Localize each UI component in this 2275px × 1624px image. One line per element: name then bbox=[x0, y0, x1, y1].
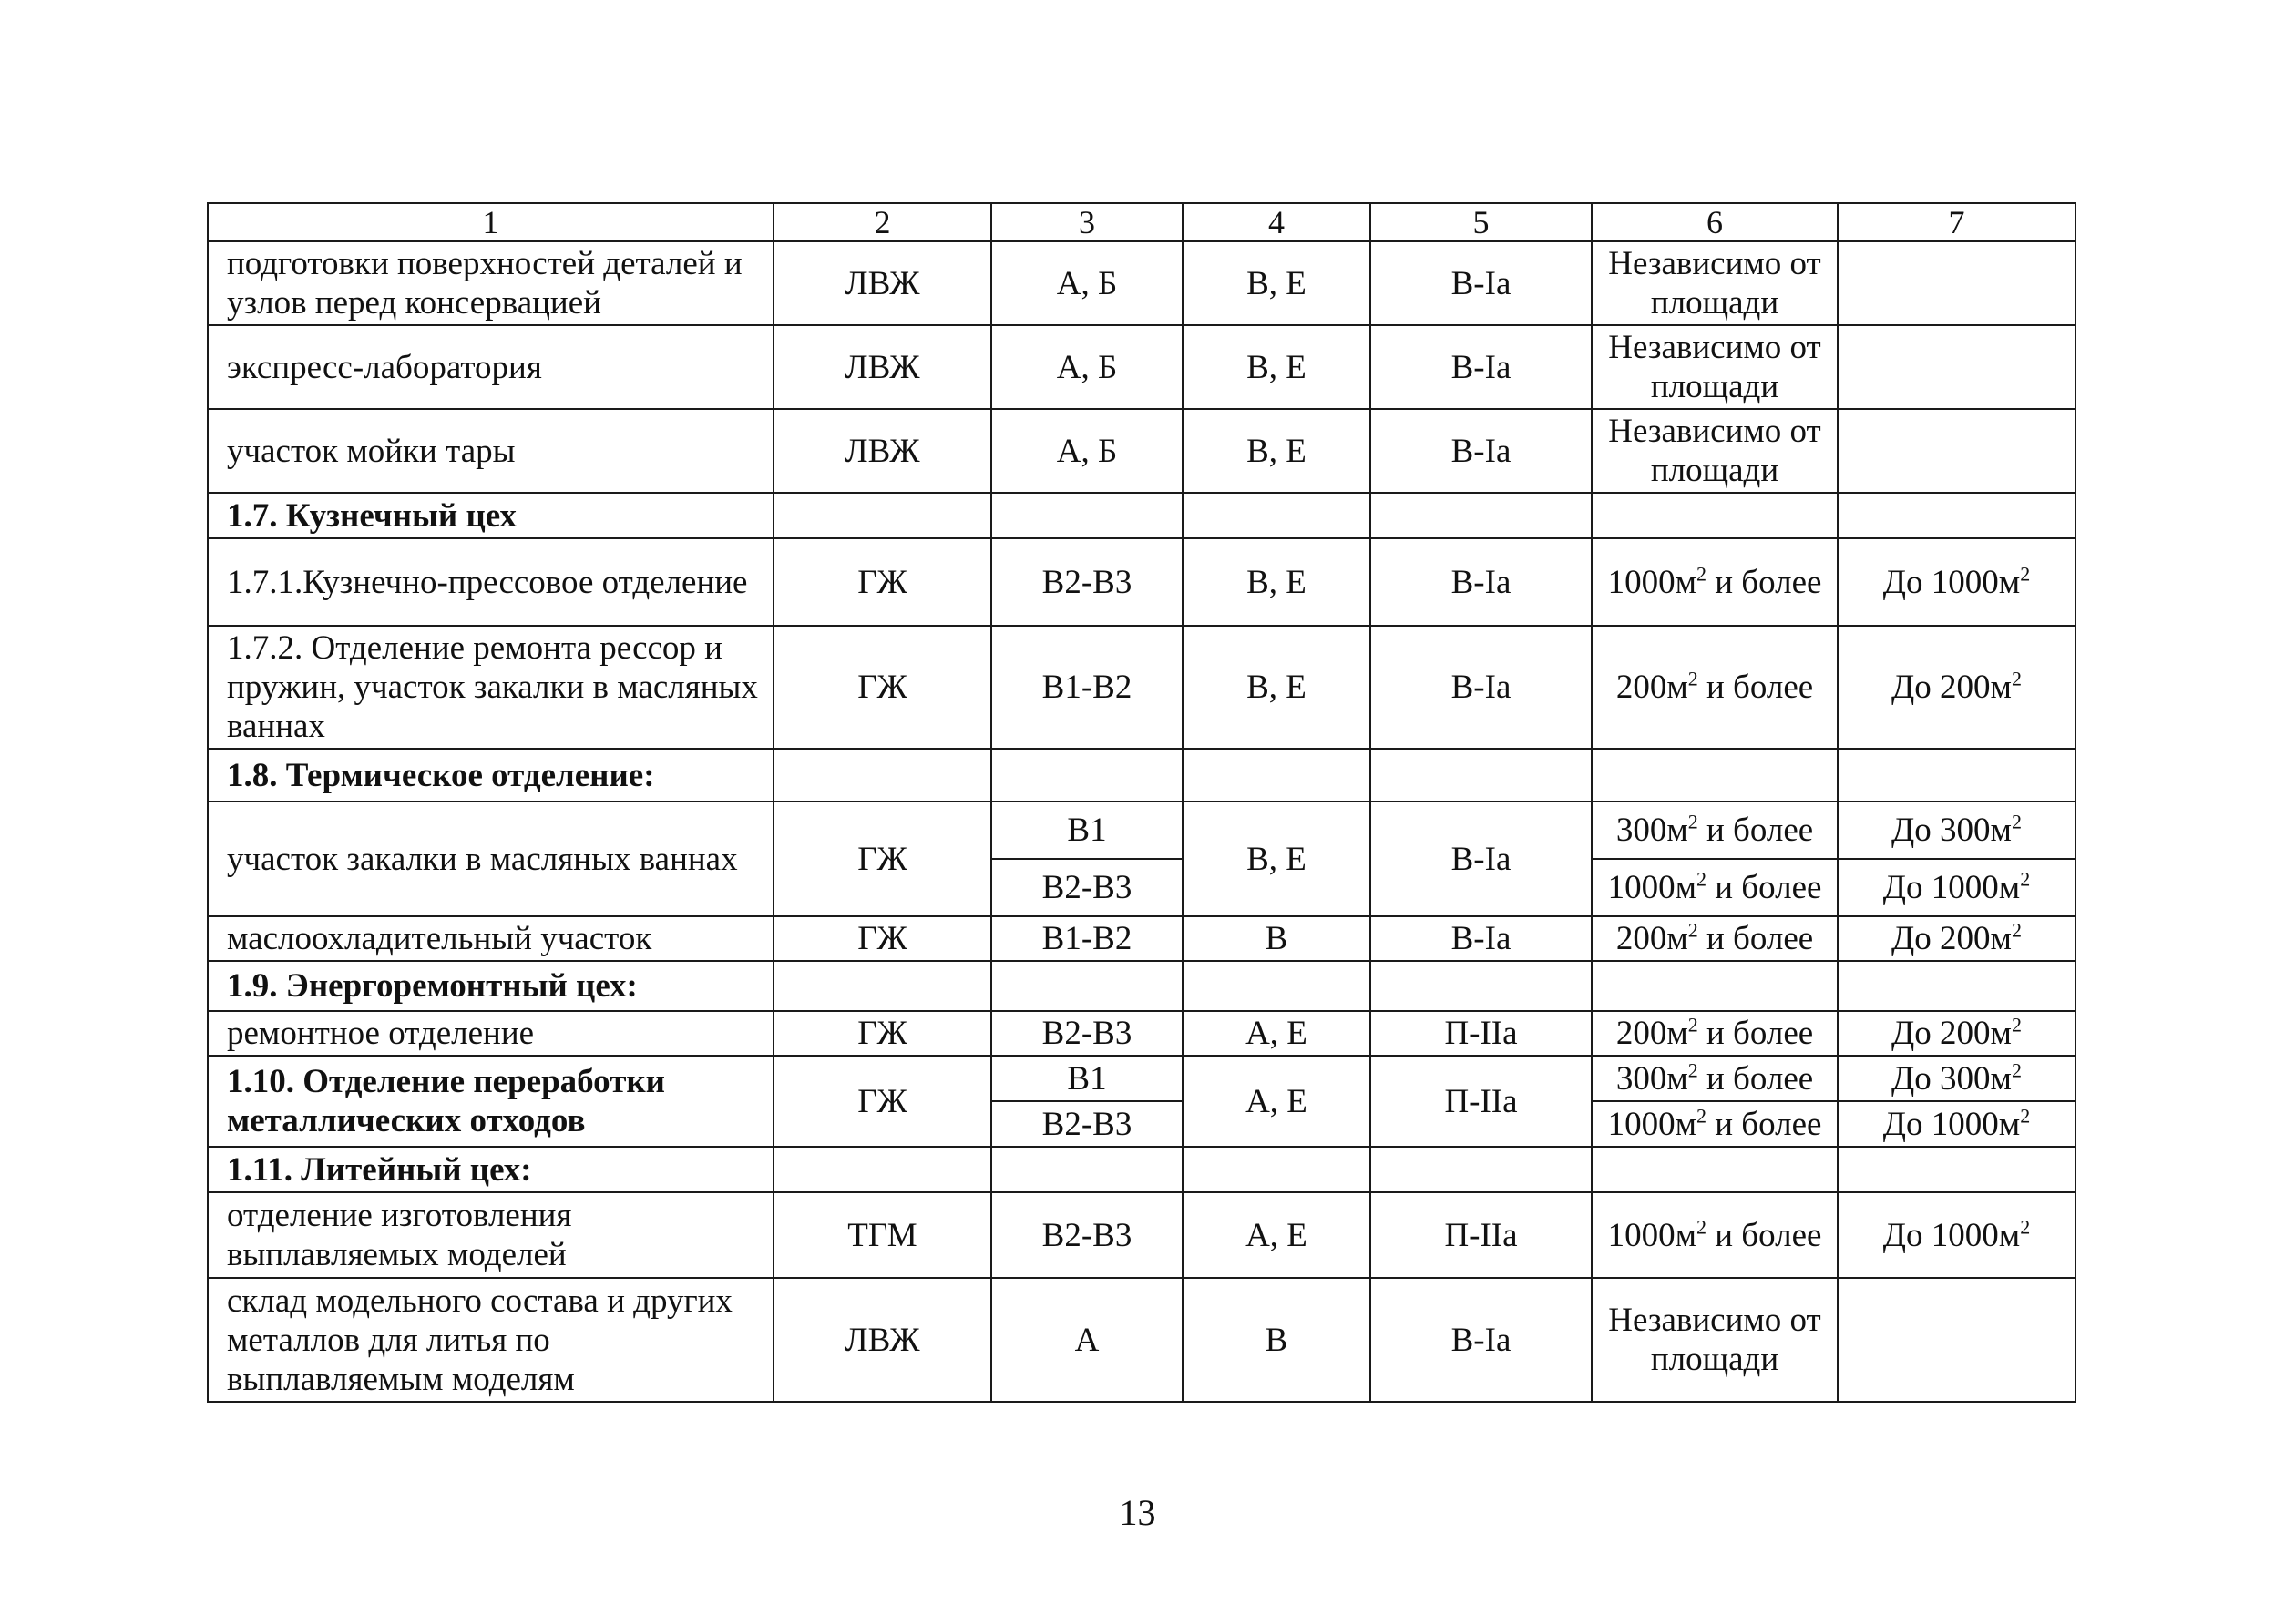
table-row bbox=[208, 916, 2075, 961]
empty-cell bbox=[1370, 1147, 1592, 1192]
square-superscript: 2 bbox=[2020, 867, 2031, 891]
class-cell: А, Е bbox=[1183, 1056, 1370, 1147]
classification-table bbox=[207, 202, 2076, 1403]
area-cell bbox=[1592, 1192, 1838, 1278]
area-cell bbox=[1592, 916, 1838, 961]
table-row bbox=[208, 409, 2075, 493]
square-superscript: 2 bbox=[2020, 1104, 2031, 1128]
substance-cell: ЛВЖ bbox=[774, 409, 991, 493]
header-cell: 3 bbox=[991, 203, 1183, 241]
section-row bbox=[208, 1147, 2075, 1192]
area-limit-cell bbox=[1838, 1101, 2075, 1147]
area-suffix: и более bbox=[1697, 812, 1814, 849]
zone-class-cell: В-Iа bbox=[1370, 626, 1592, 749]
area-cell bbox=[1592, 1011, 1838, 1056]
area-suffix: и более bbox=[1697, 1059, 1814, 1098]
square-superscript: 2 bbox=[2011, 918, 2022, 942]
area-suffix: и более bbox=[1697, 920, 1814, 957]
area-limit-value: До 200м bbox=[1891, 1015, 2012, 1052]
area-cell: Независимо от площади bbox=[1592, 241, 1838, 325]
zone-class-cell: В-Iа bbox=[1370, 325, 1592, 409]
header-cell: 6 bbox=[1592, 203, 1838, 241]
category-cell: В1 bbox=[991, 1056, 1183, 1101]
area-limit-value: До 1000м bbox=[1882, 1216, 2021, 1254]
substance-cell: ГЖ bbox=[774, 538, 991, 626]
category-cell: А, Б bbox=[991, 409, 1183, 493]
category-cell: А bbox=[991, 1278, 1183, 1402]
square-superscript: 2 bbox=[2011, 1013, 2022, 1037]
area-cell bbox=[1592, 1056, 1838, 1101]
area-limit-cell bbox=[1838, 409, 2075, 493]
zone-class-cell: П-IIа bbox=[1370, 1056, 1592, 1147]
class-cell: В, Е bbox=[1183, 325, 1370, 409]
class-cell: В bbox=[1183, 1278, 1370, 1402]
area-suffix: и более bbox=[1706, 563, 1822, 601]
substance-cell: ТГМ bbox=[774, 1192, 991, 1278]
empty-cell bbox=[1370, 749, 1592, 802]
empty-cell bbox=[1592, 961, 1838, 1011]
area-limit-value: До 1000м bbox=[1882, 869, 2021, 906]
empty-cell bbox=[1838, 749, 2075, 802]
table-header-row bbox=[208, 203, 2075, 241]
area-cell bbox=[1592, 626, 1838, 749]
empty-cell bbox=[991, 749, 1183, 802]
square-superscript: 2 bbox=[1687, 918, 1698, 942]
substance-cell: ГЖ bbox=[774, 1011, 991, 1056]
area-value: 200м bbox=[1615, 920, 1688, 957]
substance-cell: ГЖ bbox=[774, 916, 991, 961]
area-cell: Независимо от площади bbox=[1592, 409, 1838, 493]
section-title: 1.10. Отделение переработки металлических отходов bbox=[208, 1056, 774, 1147]
table-row bbox=[208, 1056, 2075, 1101]
area-limit-value: До 1000м bbox=[1882, 563, 2021, 601]
substance-cell: ГЖ bbox=[774, 1056, 991, 1147]
class-cell: А, Е bbox=[1183, 1192, 1370, 1278]
section-row bbox=[208, 749, 2075, 802]
empty-cell bbox=[774, 493, 991, 538]
square-superscript: 2 bbox=[1687, 1013, 1698, 1037]
room-name-cell: участок мойки тары bbox=[208, 409, 774, 493]
category-cell: А, Б bbox=[991, 241, 1183, 325]
empty-cell bbox=[1592, 493, 1838, 538]
empty-cell bbox=[774, 1147, 991, 1192]
area-limit-cell bbox=[1838, 1192, 2075, 1278]
empty-cell bbox=[1370, 493, 1592, 538]
empty-cell bbox=[1183, 749, 1370, 802]
area-value: 200м bbox=[1615, 669, 1688, 706]
room-name-cell: маслоохладительный участок bbox=[208, 916, 774, 961]
class-cell: В, Е bbox=[1183, 241, 1370, 325]
substance-cell: ГЖ bbox=[774, 626, 991, 749]
section-row bbox=[208, 493, 2075, 538]
area-cell bbox=[1592, 802, 1838, 859]
square-superscript: 2 bbox=[1687, 1058, 1698, 1082]
empty-cell bbox=[1838, 493, 2075, 538]
substance-cell: ГЖ bbox=[774, 802, 991, 916]
square-superscript: 2 bbox=[2020, 1215, 2031, 1239]
area-cell bbox=[1592, 859, 1838, 916]
room-name-cell: экспресс-лаборатория bbox=[208, 325, 774, 409]
area-limit-cell bbox=[1838, 802, 2075, 859]
square-superscript: 2 bbox=[1687, 667, 1698, 690]
class-cell: В, Е bbox=[1183, 409, 1370, 493]
room-name-cell: отделение изготовления выплавляемых моделей bbox=[208, 1192, 774, 1278]
area-value: 1000м bbox=[1607, 1216, 1696, 1254]
square-superscript: 2 bbox=[1696, 562, 1706, 586]
empty-cell bbox=[991, 961, 1183, 1011]
room-name-cell: ремонтное отделение bbox=[208, 1011, 774, 1056]
area-cell bbox=[1592, 1101, 1838, 1147]
empty-cell bbox=[1183, 493, 1370, 538]
area-value: 200м bbox=[1615, 1015, 1688, 1052]
zone-class-cell: П-IIа bbox=[1370, 1192, 1592, 1278]
area-cell: Независимо от площади bbox=[1592, 1278, 1838, 1402]
area-cell bbox=[1592, 538, 1838, 626]
section-row bbox=[208, 961, 2075, 1011]
zone-class-cell: В-Iа bbox=[1370, 802, 1592, 916]
table-row bbox=[208, 1011, 2075, 1056]
header-cell: 2 bbox=[774, 203, 991, 241]
header-cell: 1 bbox=[208, 203, 774, 241]
zone-class-cell: В-Iа bbox=[1370, 538, 1592, 626]
area-value: 300м bbox=[1615, 1059, 1688, 1098]
class-cell: В, Е bbox=[1183, 802, 1370, 916]
room-name-cell: участок закалки в масляных ваннах bbox=[208, 802, 774, 916]
table-row bbox=[208, 1192, 2075, 1278]
room-name-cell: 1.7.1.Кузнечно-прессовое отделение bbox=[208, 538, 774, 626]
empty-cell bbox=[1183, 1147, 1370, 1192]
area-value: 1000м bbox=[1607, 869, 1696, 906]
area-limit-cell bbox=[1838, 916, 2075, 961]
page-number: 13 bbox=[1119, 1492, 1156, 1533]
area-cell: Независимо от площади bbox=[1592, 325, 1838, 409]
area-limit-value: До 200м bbox=[1891, 920, 2012, 957]
area-suffix: и более bbox=[1706, 1105, 1822, 1143]
category-cell: В2-В3 bbox=[991, 538, 1183, 626]
table-row bbox=[208, 802, 2075, 859]
section-title: 1.9. Энергоремонтный цех: bbox=[208, 961, 774, 1011]
area-limit-cell bbox=[1838, 626, 2075, 749]
square-superscript: 2 bbox=[1696, 867, 1706, 891]
empty-cell bbox=[774, 961, 991, 1011]
area-limit-value: До 300м bbox=[1891, 1059, 2012, 1098]
area-limit-cell bbox=[1838, 1056, 2075, 1101]
square-superscript: 2 bbox=[1696, 1104, 1706, 1128]
empty-cell bbox=[1592, 749, 1838, 802]
empty-cell bbox=[774, 749, 991, 802]
section-title: 1.11. Литейный цех: bbox=[208, 1147, 774, 1192]
area-limit-cell bbox=[1838, 241, 2075, 325]
zone-class-cell: П-IIа bbox=[1370, 1011, 1592, 1056]
header-cell: 4 bbox=[1183, 203, 1370, 241]
substance-cell: ЛВЖ bbox=[774, 241, 991, 325]
empty-cell bbox=[1838, 961, 2075, 1011]
area-value: 300м bbox=[1615, 812, 1688, 849]
area-limit-cell bbox=[1838, 538, 2075, 626]
empty-cell bbox=[1838, 1147, 2075, 1192]
class-cell: В, Е bbox=[1183, 538, 1370, 626]
square-superscript: 2 bbox=[2011, 667, 2022, 690]
category-cell: В2-В3 bbox=[991, 1192, 1183, 1278]
area-limit-value: До 300м bbox=[1891, 812, 2012, 849]
area-suffix: и более bbox=[1706, 1216, 1822, 1254]
square-superscript: 2 bbox=[2020, 562, 2031, 586]
square-superscript: 2 bbox=[2011, 810, 2022, 833]
substance-cell: ЛВЖ bbox=[774, 1278, 991, 1402]
class-cell: В, Е bbox=[1183, 626, 1370, 749]
area-suffix: и более bbox=[1697, 1015, 1814, 1052]
area-value: 1000м bbox=[1607, 1105, 1696, 1143]
table-row bbox=[208, 325, 2075, 409]
square-superscript: 2 bbox=[1687, 810, 1698, 833]
zone-class-cell: В-Iа bbox=[1370, 1278, 1592, 1402]
header-cell: 7 bbox=[1838, 203, 2075, 241]
class-cell: А, Е bbox=[1183, 1011, 1370, 1056]
room-name-cell: 1.7.2. Отделение ремонта рессор и пружин, участок закалки в масляных ваннах bbox=[208, 626, 774, 749]
category-cell: В1-В2 bbox=[991, 626, 1183, 749]
category-cell: В1 bbox=[991, 802, 1183, 859]
square-superscript: 2 bbox=[2011, 1058, 2022, 1082]
header-cell: 5 bbox=[1370, 203, 1592, 241]
empty-cell bbox=[1183, 961, 1370, 1011]
empty-cell bbox=[991, 1147, 1183, 1192]
table-row bbox=[208, 538, 2075, 626]
category-cell: В2-В3 bbox=[991, 1011, 1183, 1056]
area-limit-cell bbox=[1838, 1011, 2075, 1056]
category-cell: В1-В2 bbox=[991, 916, 1183, 961]
table-row bbox=[208, 626, 2075, 749]
area-limit-cell bbox=[1838, 859, 2075, 916]
table-row bbox=[208, 1278, 2075, 1402]
zone-class-cell: В-Iа bbox=[1370, 241, 1592, 325]
area-suffix: и более bbox=[1706, 869, 1822, 906]
class-cell: В bbox=[1183, 916, 1370, 961]
room-name-cell: склад модельного состава и других металлов для литья по выплавляемым моделям bbox=[208, 1278, 774, 1402]
empty-cell bbox=[1370, 961, 1592, 1011]
zone-class-cell: В-Iа bbox=[1370, 916, 1592, 961]
area-limit-value: До 1000м bbox=[1882, 1105, 2021, 1143]
category-cell: А, Б bbox=[991, 325, 1183, 409]
table-row bbox=[208, 241, 2075, 325]
empty-cell bbox=[1592, 1147, 1838, 1192]
room-name-cell: подготовки поверхностей деталей и узлов перед консервацией bbox=[208, 241, 774, 325]
area-suffix: и более bbox=[1697, 669, 1814, 706]
section-title: 1.8. Термическое отделение: bbox=[208, 749, 774, 802]
category-cell: В2-В3 bbox=[991, 859, 1183, 916]
category-cell: В2-В3 bbox=[991, 1101, 1183, 1147]
area-limit-value: До 200м bbox=[1891, 669, 2012, 706]
area-limit-cell bbox=[1838, 1278, 2075, 1402]
square-superscript: 2 bbox=[1696, 1215, 1706, 1239]
substance-cell: ЛВЖ bbox=[774, 325, 991, 409]
zone-class-cell: В-Iа bbox=[1370, 409, 1592, 493]
empty-cell bbox=[991, 493, 1183, 538]
area-limit-cell bbox=[1838, 325, 2075, 409]
area-value: 1000м bbox=[1607, 563, 1696, 601]
section-title: 1.7. Кузнечный цех bbox=[208, 493, 774, 538]
